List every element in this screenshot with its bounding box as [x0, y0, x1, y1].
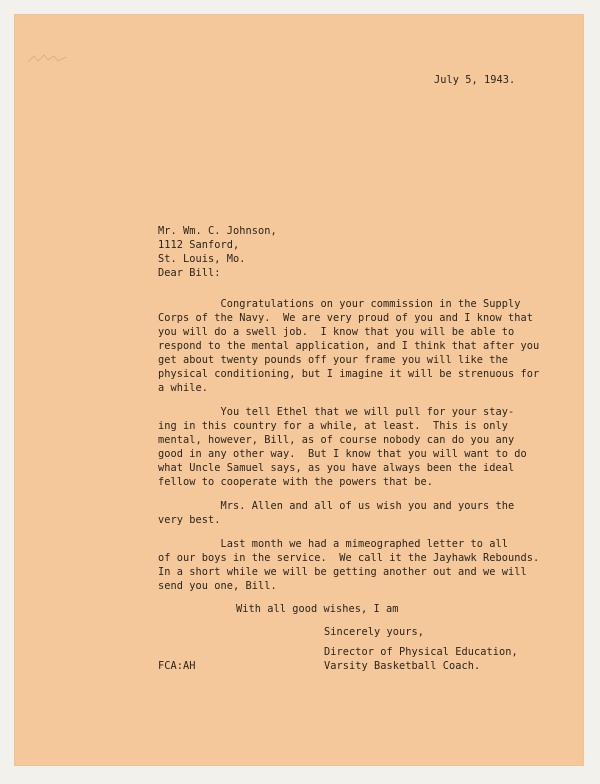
body-line: physical conditioning, but I imagine it will be strenuous for: [158, 368, 540, 380]
body-line: Corps of the Navy. We are very proud of you and I know that: [158, 312, 533, 324]
address-line: Mr. Wm. C. Johnson,: [158, 225, 277, 237]
pencil-scribble: [26, 52, 70, 66]
body-line: ing in this country for a while, at least. This is only: [158, 420, 508, 432]
body-line: a while.: [158, 382, 208, 394]
signature-title: Director of Physical Education,: [324, 646, 518, 658]
signature-title: Varsity Basketball Coach.: [324, 660, 481, 672]
body-line: fellow to cooperate with the powers that be.: [158, 476, 433, 488]
body-line: mental, however, Bill, as of course nobody can do you any: [158, 434, 515, 446]
body-line: get about twenty pounds off your frame you will like the: [158, 354, 508, 366]
body-line: very best.: [158, 514, 221, 526]
body-line: respond to the mental application, and I think that after you: [158, 340, 540, 352]
body-line: send you one, Bill.: [158, 580, 277, 592]
body-line: You tell Ethel that we will pull for your stay-: [158, 406, 515, 418]
salutation: Dear Bill:: [158, 267, 221, 279]
body-line: of our boys in the service. We call it the Jayhawk Rebounds.: [158, 552, 540, 564]
signoff: Sincerely yours,: [324, 626, 424, 638]
letter-date: July 5, 1943.: [434, 74, 516, 86]
body-line: Last month we had a mimeographed letter to all: [158, 538, 508, 550]
body-line: Mrs. Allen and all of us wish you and yours the: [158, 500, 515, 512]
body-line: good in any other way. But I know that you will want to do: [158, 448, 527, 460]
body-line: In a short while we will be getting another out and we will: [158, 566, 527, 578]
closing-line: With all good wishes, I am: [236, 603, 399, 615]
body-line: Congratulations on your commission in the Supply: [158, 298, 521, 310]
letter-page: [14, 14, 584, 766]
body-line: what Uncle Samuel says, as you have always been the ideal: [158, 462, 515, 474]
address-line: St. Louis, Mo.: [158, 253, 246, 265]
address-line: 1112 Sanford,: [158, 239, 240, 251]
body-line: you will do a swell job. I know that you will be able to: [158, 326, 515, 338]
typist-initials: FCA:AH: [158, 660, 196, 672]
